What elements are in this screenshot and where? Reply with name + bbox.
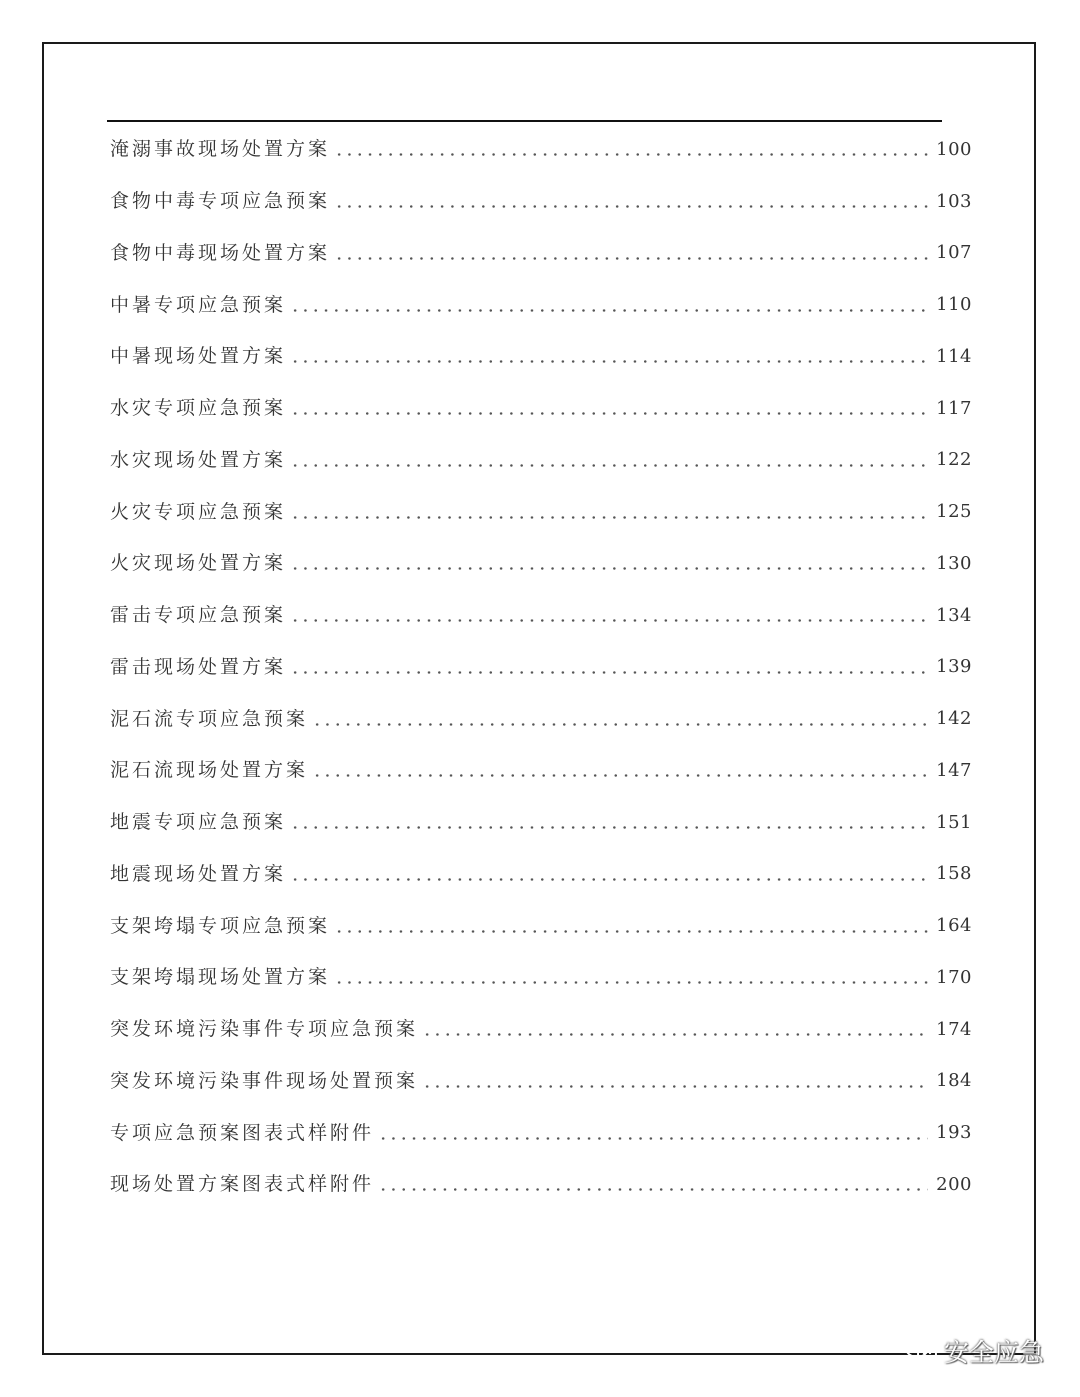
toc-entry[interactable] [110,486,972,538]
toc-entry-page-number: 117 [936,397,972,419]
toc-entry[interactable] [110,1159,972,1211]
toc-entry-page-number: 139 [936,656,972,678]
toc-entry-page-number: 122 [936,449,972,471]
toc-entry-page-number: 103 [936,190,972,212]
dot-leader [290,619,928,622]
toc-entry-title: 火灾专项应急预案 [110,500,287,523]
toc-entry-title: 地震现场处置方案 [110,862,287,885]
toc-entry[interactable] [110,900,972,952]
toc-entry-page-number: 142 [936,708,972,730]
dot-leader [290,671,928,674]
toc-entry-title: 食物中毒专项应急预案 [110,190,331,213]
dot-leader [290,826,928,829]
toc-entry-title: 突发环境污染事件现场处置预案 [110,1069,419,1092]
toc-entry[interactable] [110,538,972,590]
toc-entry[interactable] [110,383,972,435]
toc-entry-page-number: 164 [936,915,972,937]
toc-entry[interactable] [110,124,972,176]
toc-entry-page-number: 134 [936,604,972,626]
dot-leader [334,257,928,260]
toc-entry-page-number: 151 [936,811,972,833]
dot-leader [334,981,928,984]
toc-entry-page-number: 125 [936,501,972,523]
toc-entry-title: 泥石流现场处置方案 [110,759,309,782]
toc-entry-title: 雷击现场处置方案 [110,655,287,678]
toc-entry[interactable] [110,331,972,383]
toc-entry[interactable] [110,952,972,1004]
dot-leader [422,1033,928,1036]
dot-leader [334,930,928,933]
table-of-contents [110,124,972,1211]
toc-entry[interactable] [110,1107,972,1159]
dot-leader [312,723,928,726]
toc-entry[interactable] [110,797,972,849]
wechat-icon [904,1337,938,1365]
toc-entry-page-number: 200 [936,1173,972,1195]
toc-entry-title: 地震专项应急预案 [110,811,287,834]
toc-entry[interactable] [110,1056,972,1108]
dot-leader [290,412,928,415]
toc-entry[interactable] [110,642,972,694]
toc-entry-title: 泥石流专项应急预案 [110,707,309,730]
toc-entry-page-number: 107 [936,242,972,264]
dot-leader [378,1137,928,1140]
toc-entry[interactable] [110,849,972,901]
dot-leader [290,567,928,570]
toc-entry-title: 淹溺事故现场处置方案 [110,138,331,161]
toc-entry-title: 水灾现场处置方案 [110,448,287,471]
toc-entry-title: 现场处置方案图表式样附件 [110,1173,375,1196]
toc-entry-title: 支架垮塌现场处置方案 [110,966,331,989]
toc-entry[interactable] [110,228,972,280]
toc-entry[interactable] [110,693,972,745]
dot-leader [334,153,928,156]
watermark-text: 安全应急 [943,1338,1044,1367]
toc-entry-title: 突发环境污染事件专项应急预案 [110,1018,419,1041]
toc-entry[interactable] [110,745,972,797]
dot-leader [422,1085,928,1088]
toc-entry-page-number: 158 [936,863,972,885]
toc-entry-title: 雷击专项应急预案 [110,604,287,627]
watermark [904,1333,1044,1369]
dot-leader [290,516,928,519]
toc-entry-page-number: 147 [936,759,972,781]
dot-leader [290,309,928,312]
dot-leader [312,774,928,777]
toc-entry[interactable] [110,435,972,487]
toc-entry[interactable] [110,590,972,642]
toc-entry-page-number: 130 [936,552,972,574]
toc-entry-page-number: 184 [936,1070,972,1092]
toc-entry[interactable] [110,1004,972,1056]
toc-entry-title: 专项应急预案图表式样附件 [110,1121,375,1144]
toc-entry-page-number: 170 [936,966,972,988]
toc-entry-page-number: 193 [936,1122,972,1144]
dot-leader [290,878,928,881]
toc-entry-title: 支架垮塌专项应急预案 [110,914,331,937]
toc-entry-title: 水灾专项应急预案 [110,397,287,420]
toc-entry-title: 中暑专项应急预案 [110,293,287,316]
toc-entry-title: 火灾现场处置方案 [110,552,287,575]
toc-entry-page-number: 100 [936,138,972,160]
toc-entry-title: 中暑现场处置方案 [110,345,287,368]
toc-entry-page-number: 110 [936,294,972,316]
toc-entry[interactable] [110,279,972,331]
dot-leader [334,205,928,208]
dot-leader [290,360,928,363]
toc-entry-page-number: 174 [936,1018,972,1040]
dot-leader [290,464,928,467]
toc-entry-title: 食物中毒现场处置方案 [110,241,331,264]
dot-leader [378,1188,928,1191]
toc-entry-page-number: 114 [936,345,972,367]
header-rule [107,120,942,122]
toc-entry[interactable] [110,176,972,228]
